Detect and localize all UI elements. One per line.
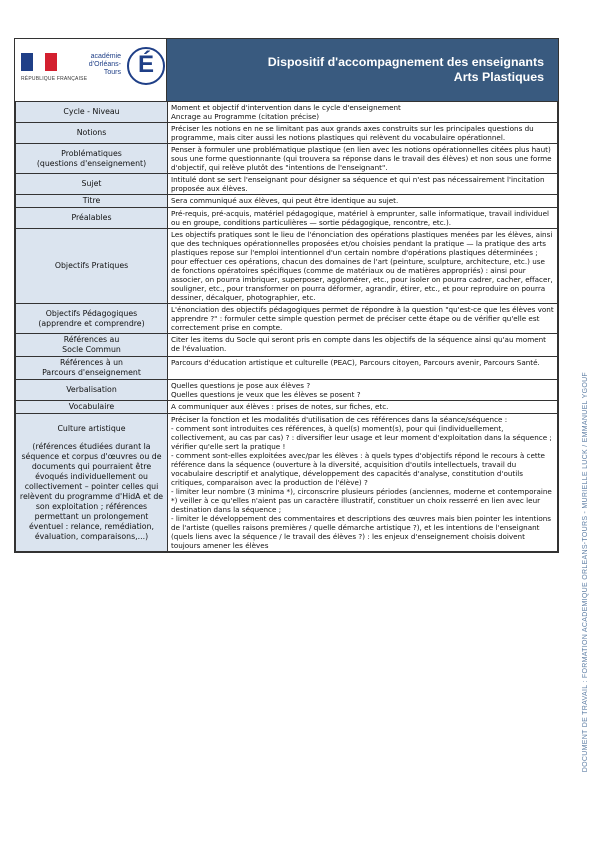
row-content: [168, 304, 558, 334]
row-content-line: Moment et objectif d'intervention dans le cycle d'enseignement: [171, 103, 401, 112]
table-row: [16, 102, 558, 123]
row-label-line: Parcours d'enseignement: [42, 368, 141, 377]
academie-label: académie d’Orléans-Tours: [88, 53, 121, 76]
row-content-line: - limiter le développement des commentaires et descriptions des œuvres mais bien pointer les intentions de l'artiste (quelles raisons premières / quelle démarche artistique ?), et les intentions de l'enseignant (quels liens avec la séquence / le travail des élèves ?) : les enjeux d'enseignement choisis doivent toujours amener les élèves: [171, 514, 552, 550]
academie-e-icon: É: [127, 47, 165, 85]
row-content: [168, 401, 558, 414]
row-label-line: Socle Commun: [62, 345, 121, 354]
table-row: [16, 380, 558, 401]
row-content-line: Intitulé dont se sert l'enseignant pour désigner sa séquence et qui n'est pas nécessairement l'incitation proposée aux élèves.: [171, 175, 545, 193]
row-label: [16, 195, 168, 208]
row-content-line: Sera communiqué aux élèves, qui peut être identique au sujet.: [171, 196, 399, 205]
row-content: [168, 229, 558, 304]
row-label-line: Objectifs Pédagogiques: [45, 308, 138, 318]
row-label: [16, 102, 168, 123]
row-content-line: Quelles questions je veux que les élèves se posent ?: [171, 390, 361, 399]
table-row: [16, 144, 558, 174]
table-row: [16, 174, 558, 195]
document-sheet: [14, 38, 559, 553]
table-row: [16, 304, 558, 334]
row-content-line: - comment sont introduites ces références, à quel(s) moment(s), pour qui (individuellement, collectivement, au cas par cas) ? : diversifier leur usage et leur moment d'exploitation dans la séquence ; vérifier qu'elle sert la pratique !: [171, 424, 552, 451]
row-label-line: (références étudiées durant la séquence et corpus d'œuvres ou de documents qui pourraient être évoqués individuellement ou collectivement – pointer celles qui relèvent du programme d'HidA et de son exploitation ; références permettant un prolongement éventuel : relance, remédiation, évaluation, comparaisons,...): [19, 441, 164, 541]
row-content: [168, 144, 558, 174]
table-row: [16, 401, 558, 414]
row-label: [16, 304, 168, 334]
row-label-line: (apprendre et comprendre): [38, 318, 145, 328]
row-content-line: Parcours d'éducation artistique et culturelle (PEAC), Parcours citoyen, Parcours avenir, Parcours Santé.: [171, 358, 540, 367]
republique-label: RÉPUBLIQUE FRANÇAISE: [21, 76, 88, 82]
row-label-line: Culture artistique: [57, 423, 126, 433]
title-block: [167, 39, 558, 101]
row-label: [16, 380, 168, 401]
row-label-line: Cycle - Niveau: [63, 107, 120, 116]
row-label-line: Références à un: [60, 358, 123, 367]
row-label-line: Références au: [63, 335, 120, 344]
row-content: [168, 380, 558, 401]
row-content-line: - limiter leur nombre (3 minima *), circonscrire plusieurs périodes (anciennes, moderne et contemporaine *) veiller à ce qu'elles n'aient pas un caractère illustratif, constituer un choix resserré en lien avec leur destination dans la séquence ;: [171, 487, 552, 514]
table-row: [16, 123, 558, 144]
row-content-line: L'énonciation des objectifs pédagogiques permet de répondre à la question "qu'est-ce que les élèves vont apprendre ?" : formuler cette simple question permet de préciser cette étape ou de vérifier qu'elle est correctement prise en compte.: [171, 305, 554, 332]
row-label-line: (questions d'enseignement): [36, 158, 147, 168]
row-label: [16, 208, 168, 229]
row-content-line: Les objectifs pratiques sont le lieu de l'énonciation des opérations plastiques menées par les élèves, ainsi que des techniques opérationnelles proposées et/ou choisies pendant la pratique — la pratique des arts plastiques repose sur l'emploi intentionnel d'un certain nombre d'opérations plastiques déterminées ; pour effectuer ces opérations, chacun des domaines de l'art (peinture, sculpture, architecture, etc.) use de fonctions opératoires spécifiques (comme de matériaux ou de matières appropriés) : ainsi pour associer, on pourra imbriquer, superposer, agglomérer, etc., pour isoler on pourra cadrer, cacher, effacer, souligner, etc., pour transformer on pourra déformer, agrandir, étirer, etc., et pour reproduire on pourra dessiner, décalquer, photographier, etc.: [171, 230, 553, 302]
row-content-line: Ancrage au Programme (citation précise): [171, 112, 320, 121]
row-label-line: Objectifs Pratiques: [54, 261, 129, 270]
row-content: [168, 357, 558, 380]
row-content: [168, 334, 558, 357]
row-content: [168, 123, 558, 144]
row-content: [168, 414, 558, 552]
table-row: [16, 229, 558, 304]
table-row: [16, 414, 558, 552]
row-content: [168, 174, 558, 195]
row-label: [16, 174, 168, 195]
row-label: [16, 414, 168, 552]
table-row: [16, 357, 558, 380]
guidance-table: [15, 101, 558, 552]
row-content-line: Citer les items du Socle qui seront pris en compte dans les objectifs de la séquence ainsi qu'au moment de l'évaluation.: [171, 335, 546, 353]
row-content: [168, 208, 558, 229]
row-content-line: Penser à formuler une problématique plastique (en lien avec les notions opérationnelles citées plus haut) sous une forme questionnante (qui trouvera sa réponse dans le travail des élèves) et non sous une forme d'objectif, qui relève plutôt des "intentions de l'enseignant".: [171, 145, 552, 172]
row-label: [16, 357, 168, 380]
row-label-line: Sujet: [81, 179, 102, 188]
row-content-line: Pré-requis, pré-acquis, matériel pédagogique, matériel à emprunter, salle informatique, travail individuel ou en groupe, conditions particulières — sortie pédagogique, rencontre, etc.).: [171, 209, 550, 227]
document-header: [15, 39, 558, 101]
row-label: [16, 401, 168, 414]
table-row: [16, 195, 558, 208]
row-content-line: Quelles questions je pose aux élèves ?: [171, 381, 311, 390]
row-label-line: Problématiques: [61, 148, 122, 158]
row-label: [16, 144, 168, 174]
row-content-line: - comment sont-elles exploitées avec/par les élèves : à quels types d'objectifs répond le recours à cette référence dans la séquence (ouverture à la diversité, acquisition d'outils intellectuels, travail du vocabulaire descriptif et analytique, développement des capacités d'analyse, constitution d'outils critiques, comparaison avec la production de l'élève) ?: [171, 451, 545, 487]
document-subtitle: Arts Plastiques: [453, 70, 544, 84]
marianne-flag-icon: [21, 53, 57, 71]
row-label: [16, 229, 168, 304]
side-note: DOCUMENT DE TRAVAIL : FORMATION ACADEMIQUE ORLEANS-TOURS - MURIELLE LUCK / EMMANUEL YGOUF: [582, 371, 589, 772]
row-label-line: Préalables: [71, 213, 112, 222]
table-row: [16, 208, 558, 229]
row-content-line: Préciser la fonction et les modalités d'utilisation de ces références dans la séance/séquence :: [171, 415, 508, 424]
document-title: Dispositif d'accompagnement des enseignants: [267, 55, 544, 69]
row-label: [16, 123, 168, 144]
table-row: [16, 334, 558, 357]
row-content-line: A communiquer aux élèves : prises de notes, sur fiches, etc.: [171, 402, 389, 411]
row-label: [16, 334, 168, 357]
row-content: [168, 195, 558, 208]
row-label-line: [19, 434, 164, 442]
row-label-line: Notions: [76, 128, 107, 137]
row-label-line: Vocabulaire: [68, 402, 115, 411]
row-label-line: Verbalisation: [66, 385, 117, 394]
row-label-line: Titre: [82, 196, 101, 205]
logo-area: [15, 39, 167, 101]
row-content: [168, 102, 558, 123]
row-content-line: Préciser les notions en ne se limitant pas aux grands axes construits sur les principales questions du programme, mais citer aussi les notions plastiques qui relèvent du vocabulaire opérationnel.: [171, 124, 534, 142]
